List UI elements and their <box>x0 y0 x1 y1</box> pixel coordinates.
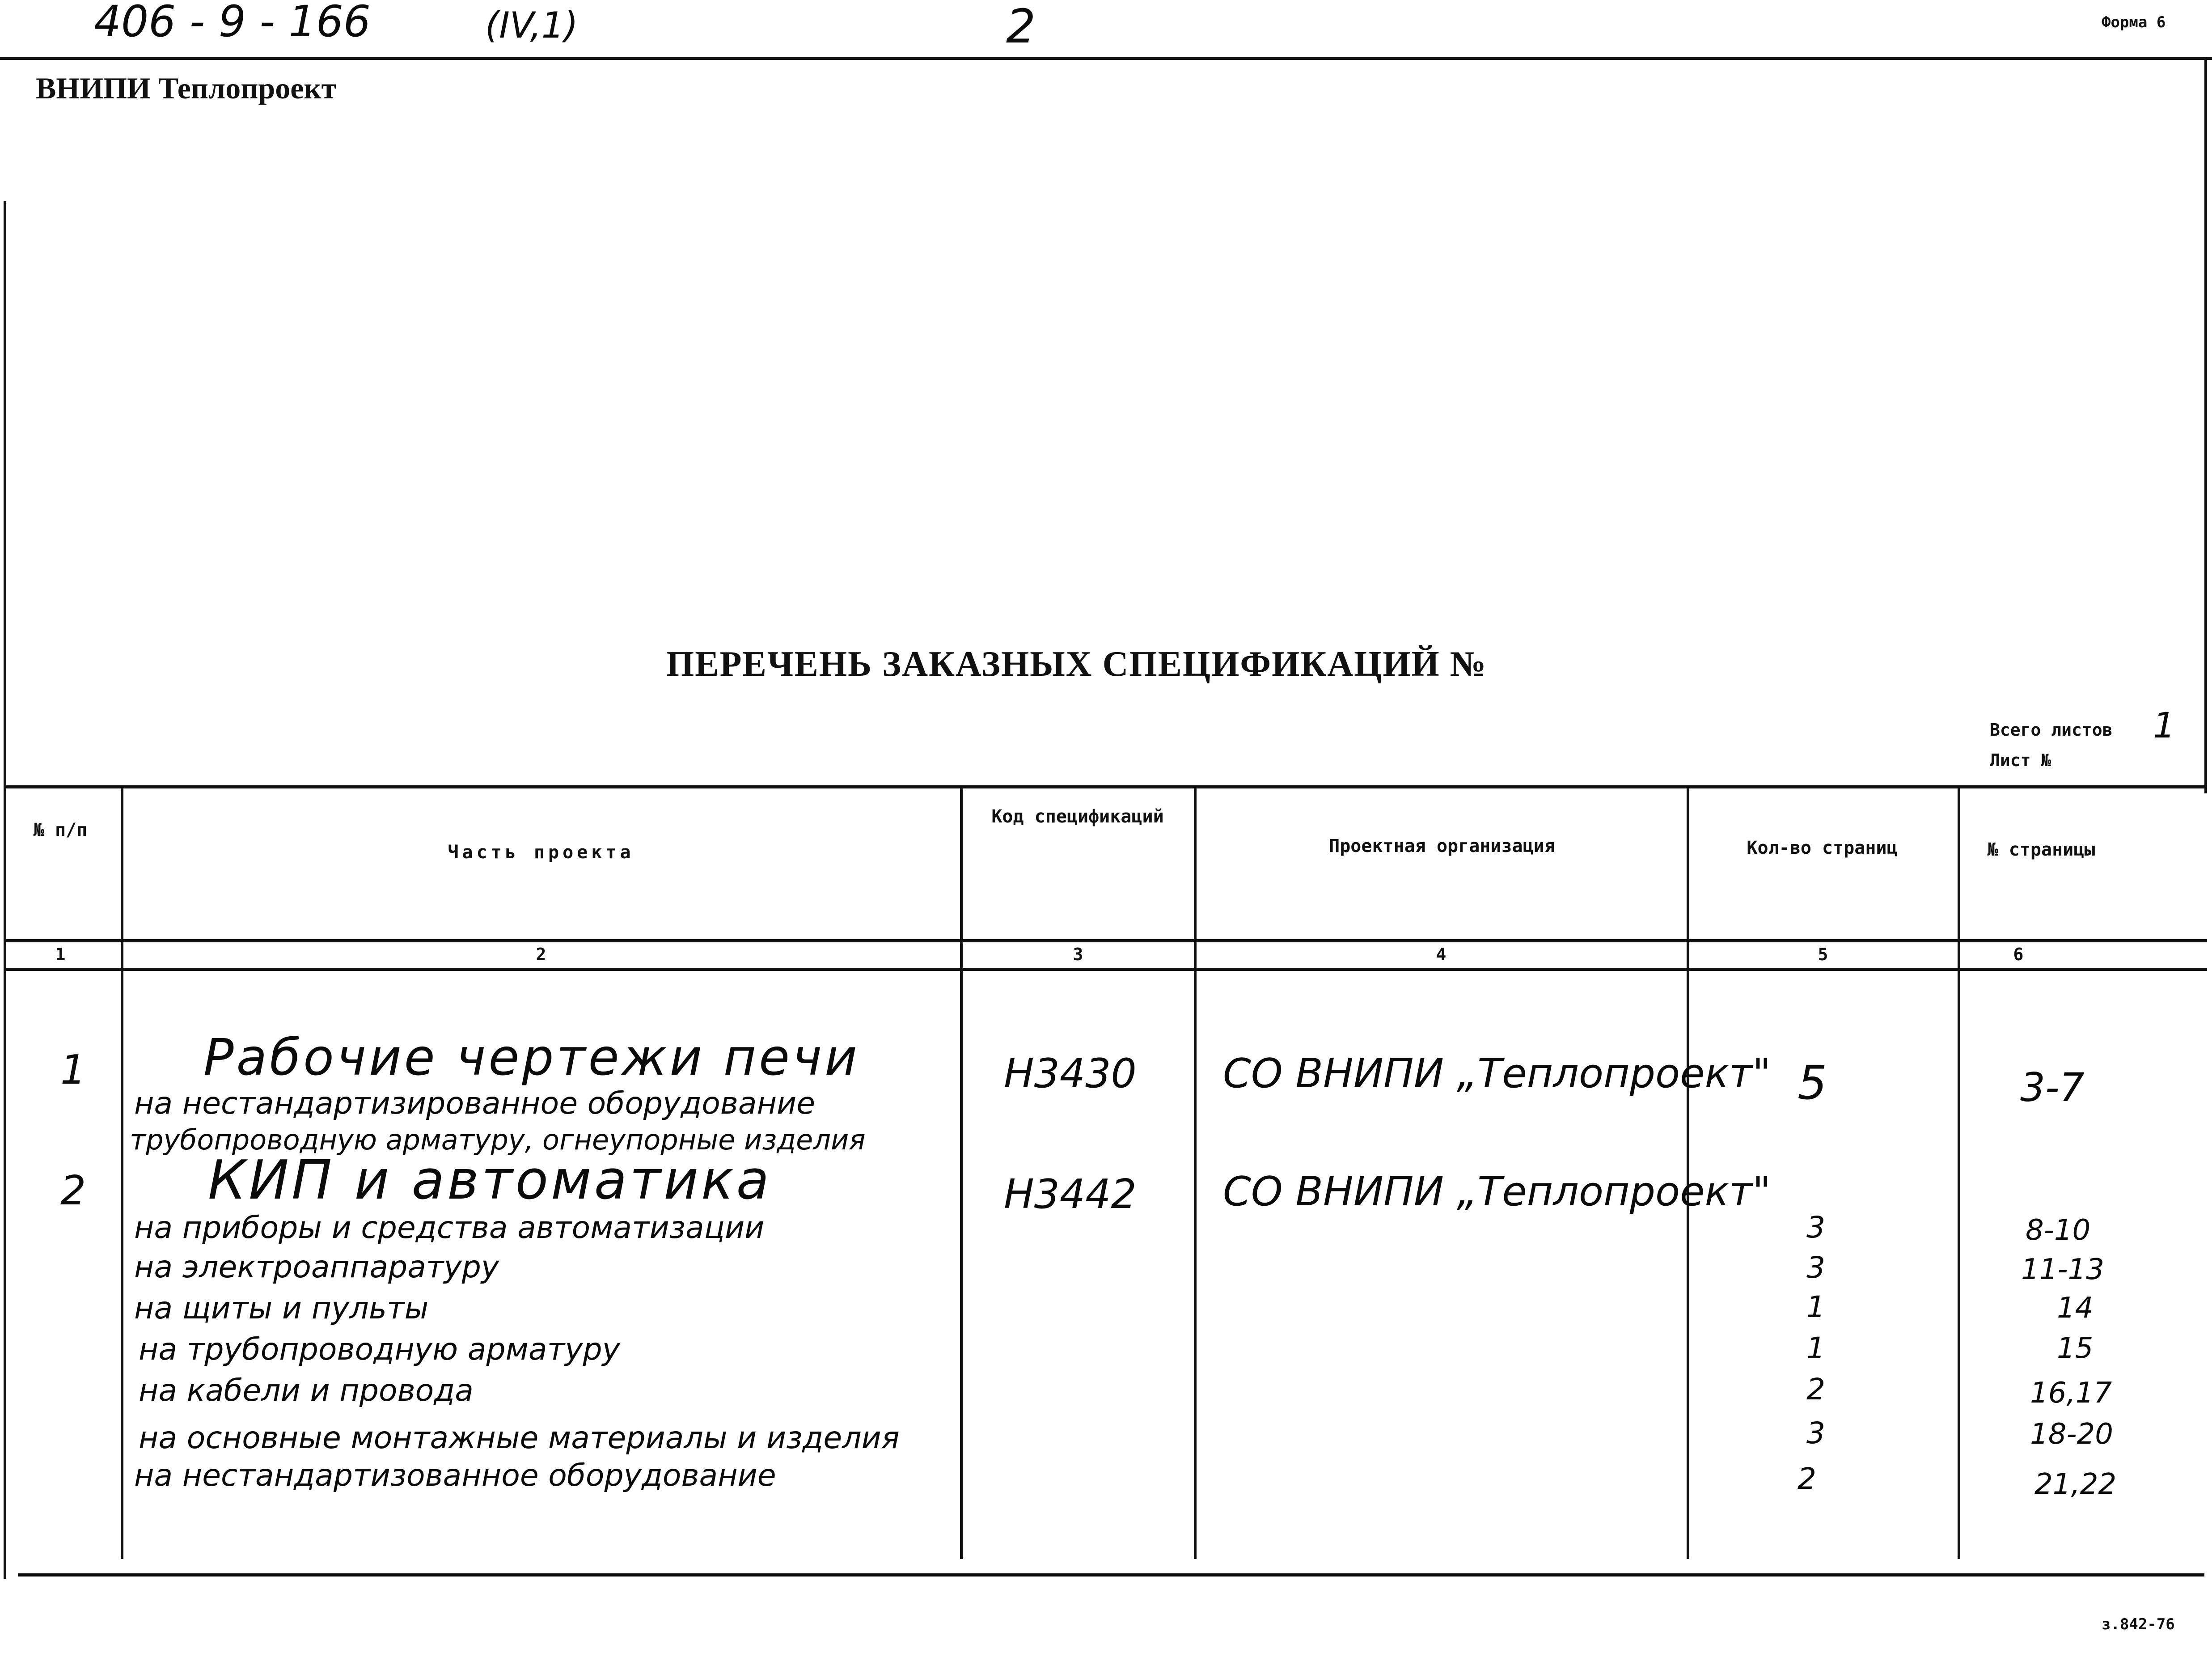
col-sep-1 <box>121 785 123 1559</box>
row-1-title: Рабочие чертежи печи <box>203 1029 860 1087</box>
document-volume: (IV,1) <box>485 4 578 46</box>
page-number: 2 <box>1006 0 1036 54</box>
colnum-3: 3 <box>1073 945 1083 964</box>
list-item-count: 3 <box>1806 1210 1825 1245</box>
row-1-line-1: на нестандартизированное оборудование <box>134 1086 816 1121</box>
top-rule <box>0 57 2212 60</box>
header-number: № п/п <box>33 820 88 840</box>
header-project-org: Проектная организация <box>1329 836 1555 856</box>
row-1-number: 1 <box>60 1047 86 1093</box>
colnum-5: 5 <box>1818 945 1828 964</box>
list-item: на трубопроводную арматуру <box>139 1332 620 1367</box>
list-item: на кабели и провода <box>139 1373 474 1408</box>
list-item-count: 2 <box>1806 1372 1825 1407</box>
list-item-pages: 16,17 <box>2030 1377 2112 1410</box>
header-bottom-line <box>5 939 2207 942</box>
footer-code: з.842-76 <box>2102 1615 2175 1633</box>
right-frame-line <box>2204 60 2207 793</box>
list-item: на приборы и средства автоматизации <box>134 1210 765 1246</box>
document-number: 406 - 9 - 166 <box>94 0 371 47</box>
colnum-bottom-line <box>5 968 2207 971</box>
sheet-number-label: Лист № <box>1990 750 2051 770</box>
list-item-count: 3 <box>1806 1416 1825 1450</box>
header-project-part: Часть проекта <box>448 842 634 863</box>
list-item-pages: 21,22 <box>2034 1468 2117 1501</box>
header-page-numbers: № страницы <box>1987 839 2095 860</box>
header-page-count: Кол-во страниц <box>1747 838 1898 858</box>
total-sheets-value: 1 <box>2153 706 2175 746</box>
colnum-2: 2 <box>536 945 546 964</box>
form-label: Форма 6 <box>2102 13 2166 31</box>
row-2-spec-code: Н3442 <box>1004 1171 1137 1218</box>
list-item-pages: 15 <box>2057 1332 2094 1365</box>
row-1-line-2: трубопроводную арматуру, огнеупорные изделия <box>130 1123 866 1156</box>
row-2-org: СО ВНИПИ „Теплопроект" <box>1223 1168 1771 1215</box>
total-sheets-label: Всего листов <box>1990 720 2113 740</box>
list-item-count: 1 <box>1806 1290 1825 1324</box>
page-title: ПЕРЕЧЕНЬ ЗАКАЗНЫХ СПЕЦИФИКАЦИЙ № <box>666 644 1487 684</box>
table-top-line <box>5 785 2207 788</box>
col-sep-2 <box>960 785 963 1559</box>
row-1-page-count: 5 <box>1798 1055 1827 1110</box>
row-1-pages: 3-7 <box>2020 1064 2085 1110</box>
list-item-pages: 11-13 <box>2021 1253 2104 1286</box>
list-item-count: 2 <box>1798 1462 1816 1496</box>
list-item-count: 3 <box>1806 1250 1825 1285</box>
row-2-title: КИП и автоматика <box>208 1149 772 1212</box>
col-sep-5 <box>1958 785 1960 1559</box>
colnum-1: 1 <box>55 945 66 964</box>
colnum-6: 6 <box>2013 945 2024 964</box>
list-item: на электроаппаратуру <box>134 1250 499 1285</box>
list-item: на основные монтажные материалы и изделия <box>139 1420 900 1456</box>
row-1-org: СО ВНИПИ „Теплопроект" <box>1223 1050 1771 1097</box>
list-item-pages: 18-20 <box>2030 1418 2113 1451</box>
list-item-pages: 14 <box>2057 1292 2094 1325</box>
left-frame-line <box>4 201 6 1579</box>
list-item: на нестандартизованное оборудование <box>134 1458 776 1493</box>
organization-name: ВНИПИ Теплопроект <box>36 71 336 105</box>
row-2-number: 2 <box>60 1167 86 1214</box>
row-1-spec-code: Н3430 <box>1004 1050 1137 1097</box>
list-item-pages: 8-10 <box>2026 1214 2091 1247</box>
col-sep-3 <box>1194 785 1197 1559</box>
colnum-4: 4 <box>1436 945 1446 964</box>
table-bottom-line <box>18 1573 2204 1576</box>
header-spec-code: Код спецификаций <box>991 806 1164 827</box>
list-item-count: 1 <box>1806 1331 1825 1365</box>
list-item: на щиты и пульты <box>134 1291 429 1326</box>
